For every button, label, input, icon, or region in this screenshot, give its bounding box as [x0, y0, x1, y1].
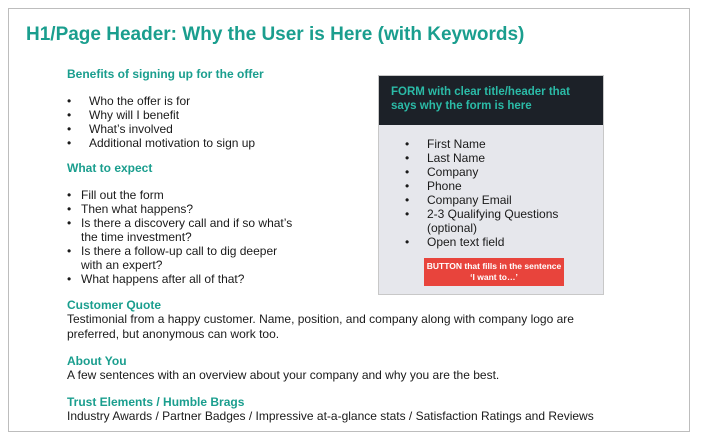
list-item: • Who the offer is for	[67, 94, 337, 108]
submit-button[interactable]: BUTTON that fills in the sentence ‘I want to…’	[424, 258, 564, 286]
form-mockup	[378, 75, 604, 295]
expect-list	[67, 188, 297, 286]
list-item: • Why will I benefit	[67, 108, 337, 122]
form-field-company-email[interactable]: • Company Email	[405, 193, 575, 207]
form-field-qualifying-questions[interactable]: • 2-3 Qualifying Questions (optional)	[405, 207, 575, 235]
form-field-open-text[interactable]: • Open text field	[405, 235, 575, 249]
list-item: • Fill out the form	[67, 188, 297, 202]
list-item: • What happens after all of that?	[67, 272, 297, 286]
form-field-first-name[interactable]: • First Name	[405, 137, 575, 151]
form-title: FORM with clear title/header that says why the form is here	[379, 76, 603, 125]
form-field-last-name[interactable]: • Last Name	[405, 151, 575, 165]
benefits-list	[67, 94, 337, 150]
form-field-list	[405, 137, 575, 249]
form-field-phone[interactable]: • Phone	[405, 179, 575, 193]
quote-heading: Customer Quote	[67, 298, 162, 312]
list-item: • Is there a discovery call and if so what’s the time investment?	[67, 216, 297, 244]
quote-text: Testimonial from a happy customer. Name, position, and company along with company logo are preferred, but anonymous can work too.	[67, 312, 574, 341]
trust-heading: Trust Elements / Humble Brags	[67, 395, 245, 409]
form-field-company[interactable]: • Company	[405, 165, 575, 179]
page-title: H1/Page Header: Why the User is Here (with Keywords)	[26, 24, 525, 45]
about-text: A few sentences with an overview about your company and why you are the best.	[67, 368, 500, 382]
list-item: • What’s involved	[67, 122, 337, 136]
about-heading: About You	[67, 354, 127, 368]
trust-text: Industry Awards / Partner Badges / Impressive at-a-glance stats / Satisfaction Ratings and Reviews	[67, 409, 594, 423]
list-item: • Then what happens?	[67, 202, 297, 216]
list-item: • Additional motivation to sign up	[67, 136, 337, 150]
benefits-heading: Benefits of signing up for the offer	[67, 67, 264, 81]
expect-heading: What to expect	[67, 161, 153, 175]
list-item: • Is there a follow-up call to dig deeper with an expert?	[67, 244, 297, 272]
